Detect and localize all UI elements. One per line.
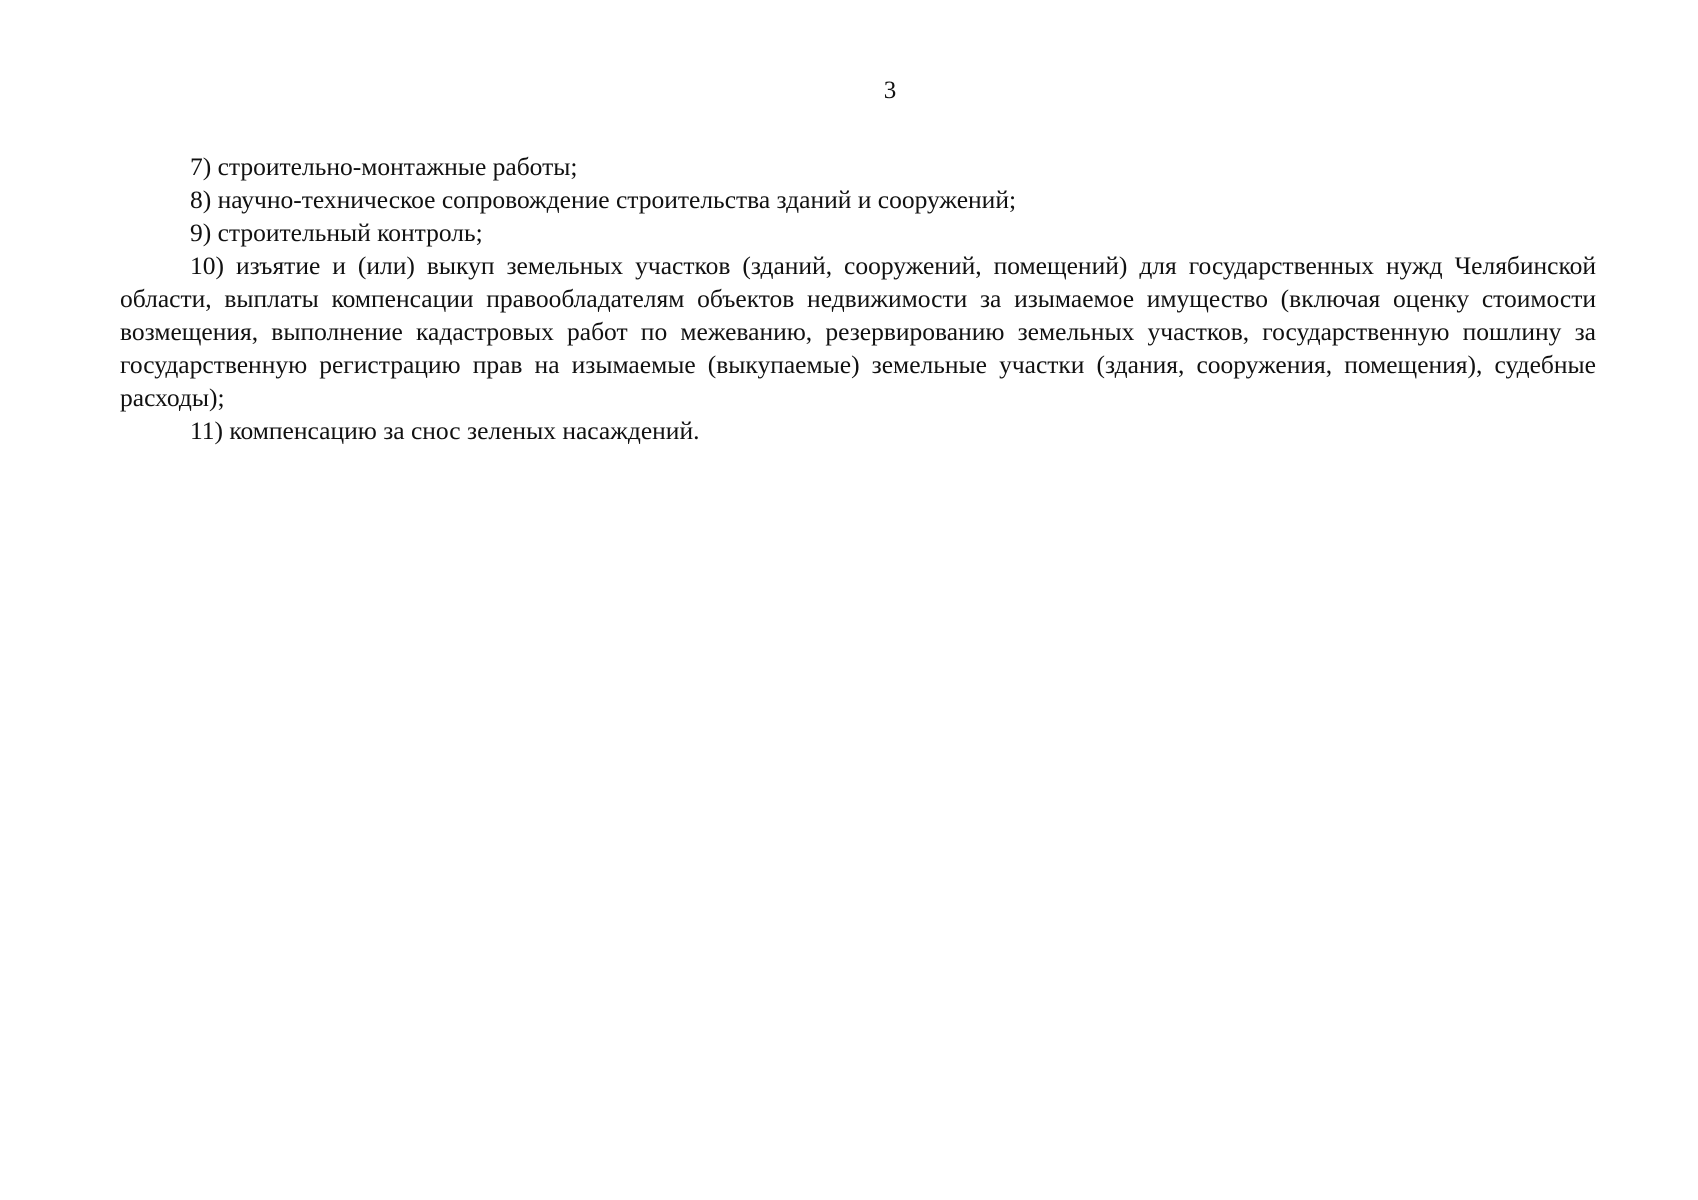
- document-body: [120, 150, 1596, 447]
- list-item: 7) строительно-монтажные работы;: [190, 152, 578, 181]
- list-item: 8) научно-техническое сопровождение строительства зданий и сооружений;: [190, 185, 1017, 214]
- list-item: 10) изъятие и (или) выкуп земельных участков (зданий, сооружений, помещений) для государственных нужд Челябинской области, выплаты компенсации правообладателям объектов недвижимости за изымаемое имущество (включая оценку стоимости возмещения, выполнение кадастровых работ по межеванию, резервированию земельных участков, государственную пошлину за государственную регистрацию прав на изымаемые (выкупаемые) земельные участки (здания, сооружения, помещения), судебные расходы);: [120, 251, 1596, 412]
- list-item: 9) строительный контроль;: [190, 218, 483, 247]
- page-number: 3: [883, 77, 897, 104]
- list-item: 11) компенсацию за снос зеленых насаждений.: [190, 416, 700, 445]
